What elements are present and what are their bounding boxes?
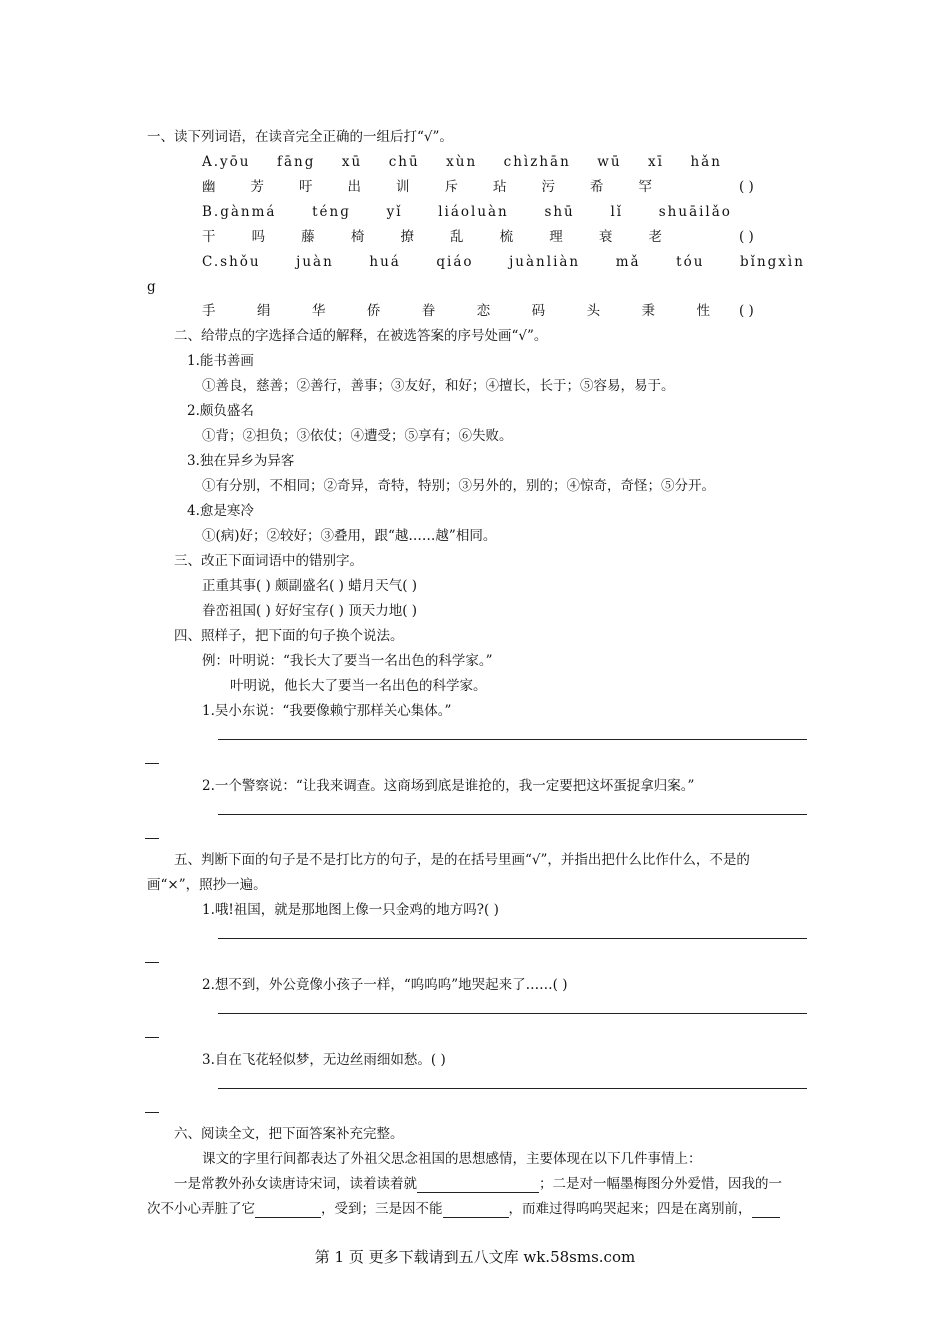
q1-c-pinyin-wrap: g	[147, 279, 156, 295]
q4-answer-line-2[interactable]	[218, 814, 807, 815]
answer-line-continuation	[145, 1112, 159, 1113]
answer-line-continuation	[145, 962, 159, 963]
q5-answer-line-3[interactable]	[218, 1088, 807, 1089]
q1-b-answer-paren[interactable]: ( )	[739, 229, 754, 245]
q4-answer-line-1[interactable]	[218, 739, 807, 740]
q2-term-2: 2.颇负盛名	[187, 403, 254, 419]
q6-paragraph-line-2: 次不小心弄脏了它 ，受到；三是因不能 ，而难过得呜呜哭起来；四是在离别前，	[147, 1200, 780, 1218]
q2-term-4: 4.愈是寒冷	[187, 503, 254, 519]
q1-a-words: 幽 芳 吁 出 训 斥 玷 污 希 罕	[202, 179, 652, 195]
q2-title: 二、给带点的字选择合适的解释，在被选答案的序号处画“√”。	[174, 328, 548, 344]
q6-blank-2[interactable]	[255, 1203, 321, 1218]
q5-answer-line-2[interactable]	[218, 1013, 807, 1014]
q2-options-4: ①(病)好；②较好；③叠用，跟“越……越”相同。	[202, 528, 497, 544]
q1-a-pinyin: A.yōu fāng xū chū xùn chìzhān wū xī hǎn	[202, 154, 722, 170]
q6-blank-3[interactable]	[443, 1203, 509, 1218]
q6-title: 六、阅读全文，把下面答案补充完整。	[174, 1126, 404, 1142]
q5-title-line-2: 画“×”，照抄一遍。	[147, 877, 267, 893]
q4-sentence-2: 2.一个警察说：“让我来调查。这商场到底是谁抢的，我一定要把这坏蛋捉拿归案。”	[202, 778, 695, 794]
q5-title-line-1: 五、判断下面的句子是不是打比方的句子，是的在括号里画“√”，并指出把什么比作什么，不是的	[174, 852, 750, 868]
q1-b-pinyin: B.gànmá ténɡ yǐ liáoluàn shū lǐ shuāilǎo	[202, 204, 732, 220]
q3-title: 三、改正下面词语中的错别字。	[174, 553, 363, 569]
page-footer: 第 1 页 更多下载请到五八文库 wk.58sms.com	[314, 1248, 636, 1266]
q1-c-answer-paren[interactable]: ( )	[739, 303, 754, 319]
q5-answer-line-1[interactable]	[218, 938, 807, 939]
answer-line-continuation	[145, 1037, 159, 1038]
q4-example-answer: 叶明说，他长大了要当一名出色的科学家。	[230, 678, 487, 694]
q2-options-1: ①善良，慈善；②善行，善事；③友好，和好；④擅长，长于；⑤容易，易于。	[202, 378, 675, 394]
q1-b-words: 干 吗 藤 椅 撩 乱 梳 理 衰 老	[202, 229, 662, 245]
q6-intro: 课文的字里行间都表达了外祖父思念祖国的思想感情，主要体现在以下几件事情上：	[202, 1151, 702, 1167]
q2-term-1: 1.能书善画	[187, 353, 254, 369]
q2-options-3: ①有分别，不相同；②奇异，奇特，特别；③另外的，别的；④惊奇，奇怪；⑤分开。	[202, 478, 715, 494]
q6-blank-4[interactable]	[752, 1203, 780, 1218]
q3-line-2: 眷峦祖国( ) 好好宝存( ) 顶天力地( )	[202, 603, 418, 619]
q4-sentence-1: 1.吴小东说：“我要像赖宁那样关心集体。”	[202, 703, 452, 719]
q1-c-words: 手 绢 华 侨 眷 恋 码 头 秉 性	[202, 303, 710, 319]
q4-title: 四、照样子，把下面的句子换个说法。	[174, 628, 404, 644]
q5-sentence-3: 3.自在飞花轻似梦，无边丝雨细如愁。( )	[202, 1052, 446, 1068]
q4-example: 例：叶明说：“我长大了要当一名出色的科学家。”	[202, 653, 493, 669]
q1-a-answer-paren[interactable]: ( )	[739, 179, 754, 195]
q2-term-3: 3.独在异乡为异客	[187, 453, 295, 469]
q6-paragraph-line-1: 一是常教外孙女读唐诗宋词，读着读着就 ；二是对一幅墨梅图分外爱惜，因我的一	[174, 1176, 782, 1192]
q1-title: 一、读下列词语，在读音完全正确的一组后打“√”。	[147, 129, 453, 145]
q1-c-pinyin: C.shǒu juàn huá qiáo juànliàn mǎ tóu bǐngxìn	[202, 254, 805, 270]
answer-line-continuation	[145, 838, 159, 839]
q5-sentence-1: 1.哦!祖国，就是那地图上像一只金鸡的地方吗?( )	[202, 902, 499, 918]
q2-options-2: ①背；②担负；③依仗；④遭受；⑤享有；⑥失败。	[202, 428, 513, 444]
answer-line-continuation	[145, 763, 159, 764]
q6-blank-1[interactable]	[417, 1178, 539, 1193]
q3-line-1: 正重其事( ) 颇副盛名( ) 蜡月天气( )	[202, 578, 418, 594]
q5-sentence-2: 2.想不到，外公竟像小孩子一样，“呜呜呜”地哭起来了……( )	[202, 977, 568, 993]
